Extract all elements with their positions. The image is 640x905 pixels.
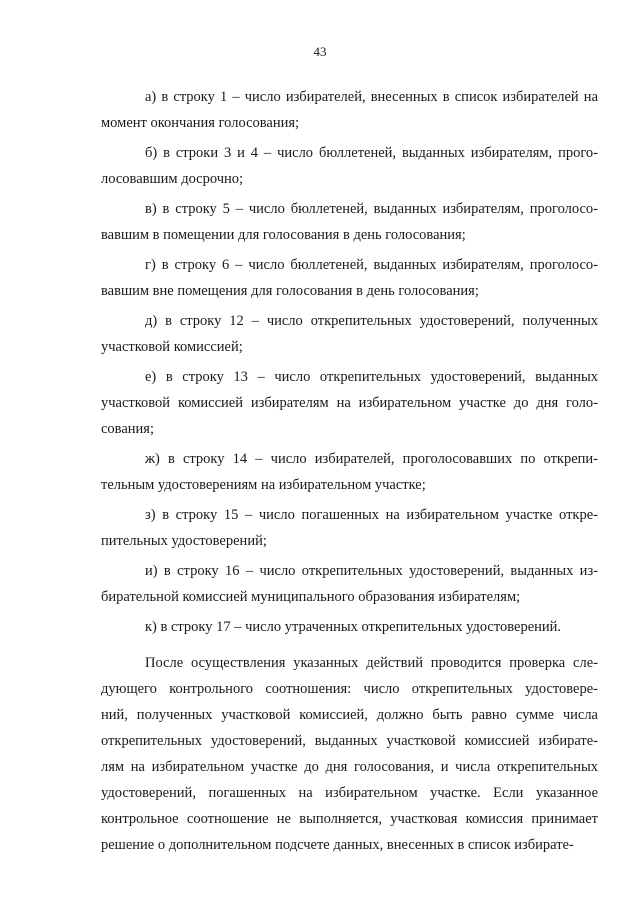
text-line: а) в строку 1 – число избирателей, внесенных в список избирателей на <box>145 89 598 105</box>
text-line: ж) в строку 14 – число избирателей, проголосовавших по открепи- <box>145 451 598 467</box>
text-line: б) в строки 3 и 4 – число бюллетеней, выданных избирателям, прого- <box>145 145 598 161</box>
text-line: пительных удостоверений; <box>101 533 267 549</box>
text-line: бирательной комиссией муниципального образования избирателям; <box>101 589 521 605</box>
text-line: д) в строку 12 – число открепительных удостоверений, полученных <box>145 313 598 329</box>
paragraph <box>101 502 598 554</box>
paragraph <box>101 614 598 640</box>
paragraph <box>101 364 598 442</box>
text-line: г) в строку 6 – число бюллетеней, выданных избирателям, проголосо- <box>145 257 598 273</box>
text-line: момент окончания голосования; <box>101 115 300 131</box>
text-line: ний, полученных участковой комиссией, должно быть равно сумме числа <box>101 707 598 723</box>
text-line: участковой комиссией; <box>101 339 243 355</box>
text-line: удостоверений, погашенных на избирательном участке. Если указанное <box>101 785 598 801</box>
text-line: к) в строку 17 – число утраченных открепительных удостоверений. <box>145 619 562 635</box>
text-line: решение о дополнительном подсчете данных, внесенных в список избирате- <box>101 837 574 853</box>
text-line: открепительных удостоверений, выданных участковой комиссией избирате- <box>101 733 598 749</box>
text-line: сования; <box>101 421 154 437</box>
paragraph <box>101 196 598 248</box>
page-number: 43 <box>313 44 327 59</box>
paragraph <box>101 308 598 360</box>
text-line: вавшим вне помещения для голосования в день голосования; <box>101 283 479 299</box>
paragraph-gap <box>101 640 598 650</box>
text-line: лосовавшим досрочно; <box>101 171 244 187</box>
text-line: е) в строку 13 – число открепительных удостоверений, выданных <box>145 369 598 385</box>
text-line: вавшим в помещении для голосования в день голосования; <box>101 227 466 243</box>
text-line: После осуществления указанных действий проводится проверка сле- <box>145 655 598 671</box>
paragraph <box>101 446 598 498</box>
text-line: дующего контрольного соотношения: число открепительных удостовере- <box>101 681 598 697</box>
text-line: и) в строку 16 – число открепительных удостоверений, выданных из- <box>145 563 598 579</box>
paragraph <box>101 140 598 192</box>
paragraph <box>101 252 598 304</box>
paragraph <box>101 558 598 610</box>
text-line: з) в строку 15 – число погашенных на избирательном участке откре- <box>145 507 598 523</box>
paragraph <box>101 84 598 136</box>
text-line: в) в строку 5 – число бюллетеней, выданных избирателям, проголосо- <box>145 201 598 217</box>
text-line: контрольное соотношение не выполняется, участковая комиссия принимает <box>101 811 598 827</box>
text-line: лям на избирательном участке до дня голосования, и числа открепительных <box>101 759 598 775</box>
paragraph <box>101 650 598 858</box>
text-line: тельным удостоверениям на избирательном участке; <box>101 477 426 493</box>
document-body <box>101 84 598 858</box>
text-line: участковой комиссией избирателям на избирательном участке до дня голо- <box>101 395 598 411</box>
